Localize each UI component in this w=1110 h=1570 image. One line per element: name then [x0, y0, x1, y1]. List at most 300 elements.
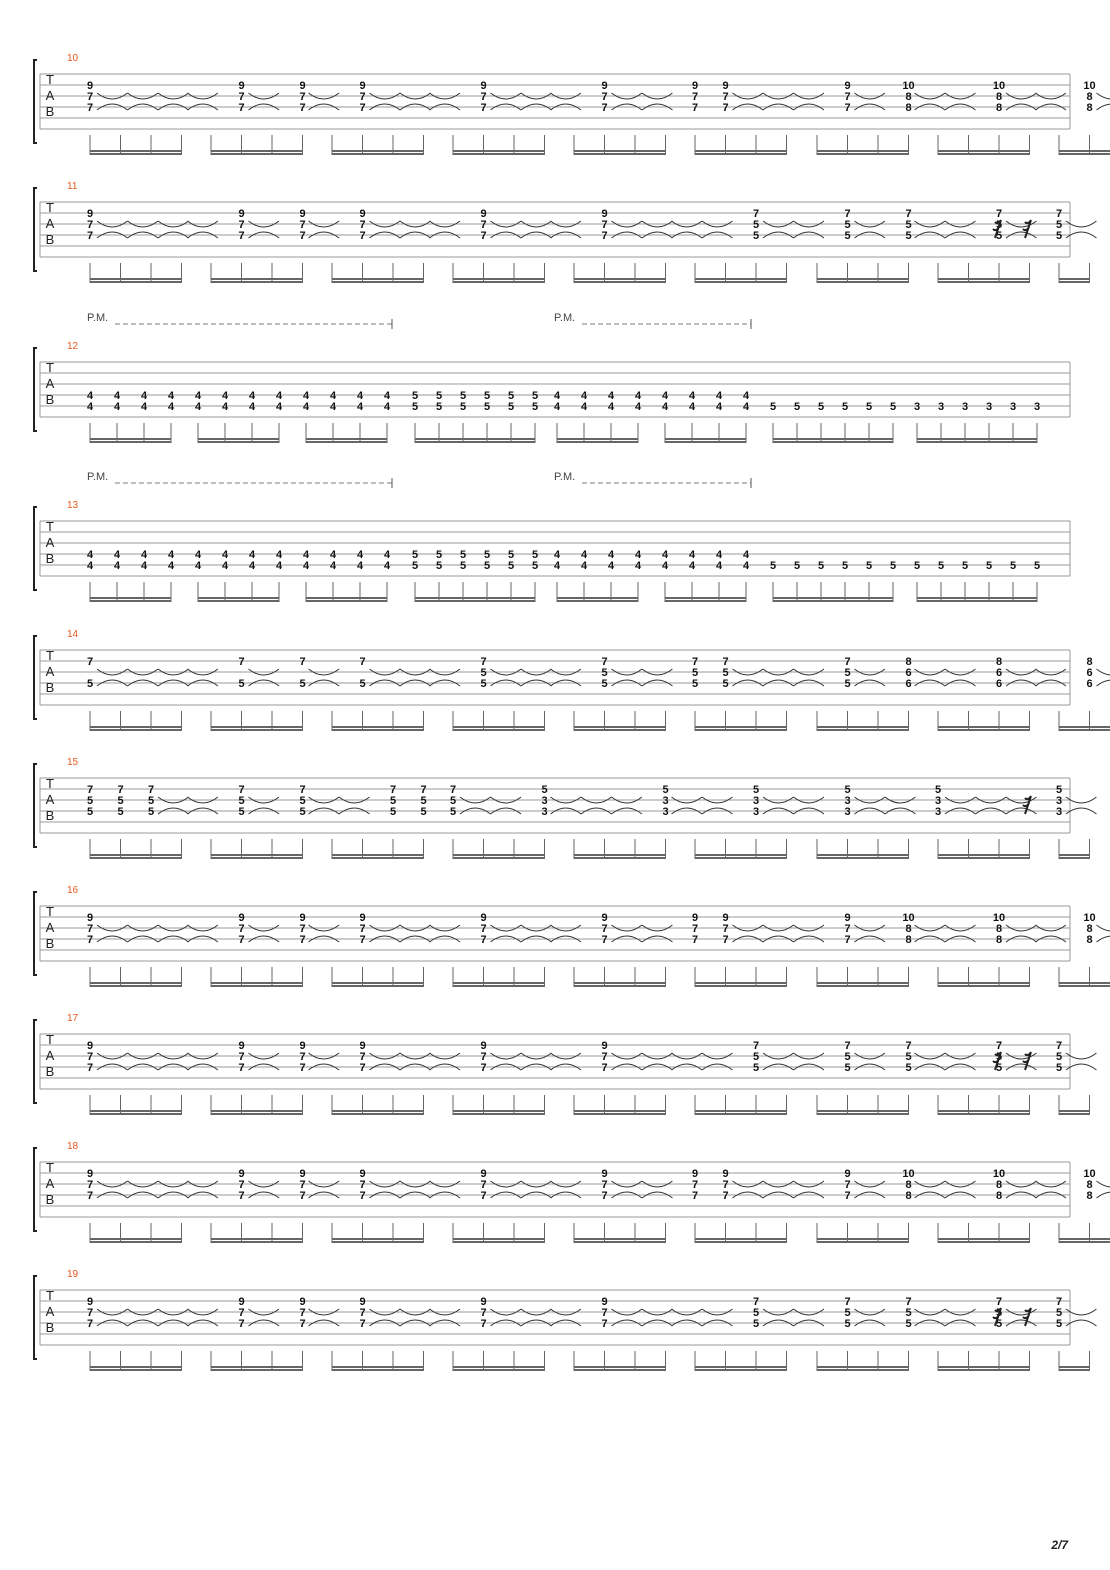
fret-number: 7	[905, 1040, 912, 1052]
fret-number: 9	[86, 1296, 94, 1308]
tab-clef-letter: T	[46, 1160, 54, 1175]
tab-clef-letter: A	[45, 792, 55, 807]
fret-number: 7	[359, 1179, 366, 1191]
fret-number: 4	[194, 549, 202, 561]
tie-arc	[1066, 808, 1097, 814]
tab-clef-letter: T	[46, 72, 54, 87]
tab-clef-letter: B	[45, 808, 55, 823]
fret-number: 5	[449, 806, 457, 818]
fret-number: 8	[1086, 923, 1093, 935]
tab-clef-letter: A	[45, 920, 55, 935]
tab-system-11	[34, 181, 1097, 283]
fret-number: 5	[722, 667, 729, 679]
fret-number: 5	[752, 1307, 760, 1319]
fret-number: 8	[995, 934, 1003, 946]
system-bracket	[34, 1020, 37, 1103]
fret-number: 4	[86, 390, 94, 402]
fret-number: 5	[905, 230, 912, 242]
tab-clef-letter: T	[46, 360, 54, 375]
fret-number: 9	[299, 80, 306, 92]
fret-number: 8	[905, 656, 912, 668]
fret-number: 4	[553, 390, 561, 402]
fret-number: 5	[769, 560, 777, 572]
fret-number: 7	[722, 1190, 729, 1202]
tab-clef-letter: T	[46, 776, 54, 791]
tie-arc	[1097, 925, 1110, 931]
fret-number: 3	[844, 806, 851, 818]
fret-number: 5	[480, 667, 487, 679]
tab-clef-letter: A	[45, 535, 55, 550]
fret-number: 3	[934, 806, 942, 818]
fret-number: 9	[299, 208, 306, 220]
fret-number: 7	[691, 102, 699, 114]
fret-number: 5	[752, 1062, 760, 1074]
fret-number: 5	[1055, 784, 1063, 796]
fret-number: 3	[662, 806, 669, 818]
fret-number: 5	[793, 560, 801, 572]
fret-number: 9	[299, 1040, 306, 1052]
tab-clef-letter: A	[45, 1048, 55, 1063]
fret-number: 3	[985, 401, 993, 413]
fret-number: 8	[905, 102, 912, 114]
fret-number: 7	[359, 102, 366, 114]
fret-number: 5	[483, 560, 491, 572]
fret-number: 7	[86, 1190, 94, 1202]
fret-number: 7	[601, 1051, 608, 1063]
fret-number: 5	[117, 806, 124, 818]
fret-number: 5	[985, 560, 993, 572]
fret-number: 5	[844, 219, 851, 231]
fret-number: 4	[221, 390, 229, 402]
fret-number: 7	[238, 1307, 245, 1319]
fret-number: 4	[275, 560, 283, 572]
fret-number: 9	[299, 1296, 306, 1308]
tie-arc	[1066, 797, 1097, 803]
fret-number: 6	[905, 678, 912, 690]
fret-number: 7	[86, 784, 94, 796]
fret-number: 7	[238, 656, 245, 668]
fret-number: 8	[1086, 102, 1093, 114]
fret-number: 7	[480, 91, 487, 103]
fret-number: 5	[995, 230, 1003, 242]
fret-number: 5	[389, 795, 397, 807]
fret-number: 10	[902, 912, 915, 924]
fret-number: 4	[113, 560, 121, 572]
tab-clef-letter: B	[45, 1320, 55, 1335]
fret-number: 5	[844, 1307, 851, 1319]
tie-arc	[1097, 669, 1110, 675]
fret-number: 7	[359, 219, 366, 231]
fret-number: 10	[992, 80, 1006, 92]
fret-number: 9	[844, 912, 851, 924]
fret-number: 7	[238, 934, 245, 946]
fret-number: 7	[238, 923, 245, 935]
fret-number: 7	[86, 656, 94, 668]
fret-number: 9	[299, 912, 306, 924]
fret-number: 7	[359, 1062, 366, 1074]
fret-number: 5	[905, 219, 912, 231]
fret-number: 4	[302, 390, 310, 402]
fret-number: 4	[140, 560, 148, 572]
bar-number: 12	[67, 341, 79, 352]
fret-number: 9	[238, 80, 245, 92]
fret-number: 5	[483, 549, 491, 561]
fret-number: 4	[553, 549, 561, 561]
fret-number: 7	[601, 934, 608, 946]
fret-number: 5	[483, 401, 491, 413]
fret-number: 7	[449, 784, 457, 796]
fret-number: 4	[688, 401, 696, 413]
fret-number: 5	[752, 1051, 760, 1063]
fret-number: 5	[459, 549, 467, 561]
fret-number: 9	[86, 80, 94, 92]
fret-number: 4	[356, 390, 364, 402]
fret-number: 5	[662, 784, 669, 796]
fret-number: 5	[1055, 230, 1063, 242]
bar-number: 15	[67, 757, 79, 768]
fret-number: 5	[752, 219, 760, 231]
fret-number: 4	[553, 560, 561, 572]
tab-clef-letter: A	[45, 664, 55, 679]
fret-number: 9	[480, 1040, 487, 1052]
fret-number: 7	[752, 1040, 760, 1052]
tab-system-12	[34, 312, 1070, 443]
fret-number: 5	[531, 390, 539, 402]
fret-number: 3	[1055, 806, 1063, 818]
fret-number: 7	[480, 934, 487, 946]
fret-number: 3	[541, 806, 548, 818]
fret-number: 7	[691, 934, 699, 946]
fret-number: 9	[480, 1296, 487, 1308]
bar-number: 17	[67, 1013, 79, 1024]
fret-number: 9	[238, 208, 245, 220]
fret-number: 5	[420, 795, 427, 807]
tab-clef-letter: A	[45, 88, 55, 103]
system-bracket	[34, 892, 37, 975]
fret-number: 5	[1055, 1307, 1063, 1319]
fret-number: 5	[507, 401, 515, 413]
fret-number: 4	[661, 549, 669, 561]
fret-number: 7	[601, 1318, 608, 1330]
fret-number: 7	[359, 656, 366, 668]
fret-number: 7	[995, 208, 1003, 220]
fret-number: 7	[1055, 1040, 1063, 1052]
fret-number: 5	[844, 1062, 851, 1074]
fret-number: 5	[889, 560, 897, 572]
fret-number: 10	[1083, 912, 1096, 924]
fret-number: 4	[356, 549, 364, 561]
fret-number: 5	[934, 784, 942, 796]
tab-system-19	[34, 1269, 1097, 1371]
fret-number: 9	[359, 208, 366, 220]
fret-number: 4	[661, 401, 669, 413]
fret-number: 8	[995, 656, 1003, 668]
fret-number: 5	[435, 390, 443, 402]
fret-number: 7	[86, 934, 94, 946]
fret-number: 4	[140, 390, 148, 402]
fret-number: 9	[359, 1040, 366, 1052]
fret-number: 10	[992, 1168, 1006, 1180]
fret-number: 7	[480, 219, 487, 231]
tab-system-16	[34, 885, 1110, 987]
fret-number: 5	[937, 560, 945, 572]
fret-number: 7	[299, 1307, 306, 1319]
fret-number: 3	[1055, 795, 1063, 807]
fret-number: 5	[1009, 560, 1017, 572]
fret-number: 5	[1055, 1318, 1063, 1330]
fret-number: 7	[480, 1179, 487, 1191]
fret-number: 5	[844, 678, 851, 690]
fret-number: 5	[531, 549, 539, 561]
fret-number: 10	[992, 912, 1006, 924]
fret-number: 5	[905, 1318, 912, 1330]
fret-number: 5	[147, 806, 155, 818]
system-bracket	[34, 188, 37, 271]
fret-number: 4	[580, 401, 588, 413]
fret-number: 9	[601, 1168, 608, 1180]
fret-number: 7	[238, 219, 245, 231]
fret-number: 6	[995, 667, 1003, 679]
fret-number: 4	[275, 390, 283, 402]
fret-number: 7	[420, 784, 427, 796]
fret-number: 7	[691, 1179, 699, 1191]
fret-number: 7	[691, 923, 699, 935]
fret-number: 7	[844, 1190, 851, 1202]
fret-number: 4	[86, 560, 94, 572]
fret-number: 8	[1086, 1179, 1093, 1191]
tab-clef-letter: T	[46, 1032, 54, 1047]
fret-number: 7	[844, 102, 851, 114]
fret-number: 9	[722, 80, 729, 92]
fret-number: 7	[844, 1296, 851, 1308]
fret-number: 5	[995, 219, 1003, 231]
system-bracket	[34, 764, 37, 847]
fret-number: 7	[117, 784, 124, 796]
fret-number: 5	[299, 795, 306, 807]
fret-number: 8	[905, 91, 912, 103]
fret-number: 7	[691, 656, 699, 668]
fret-number: 7	[601, 1062, 608, 1074]
fret-number: 7	[238, 1190, 245, 1202]
fret-number: 5	[905, 1307, 912, 1319]
fret-number: 5	[411, 549, 419, 561]
fret-number: 4	[634, 560, 642, 572]
fret-number: 4	[302, 401, 310, 413]
fret-number: 9	[480, 80, 487, 92]
fret-number: 5	[507, 549, 515, 561]
fret-number: 4	[580, 560, 588, 572]
fret-number: 5	[86, 795, 94, 807]
fret-number: 9	[299, 1168, 306, 1180]
fret-number: 4	[383, 560, 391, 572]
fret-number: 7	[722, 934, 729, 946]
tab-clef-letter: T	[46, 648, 54, 663]
fret-number: 8	[905, 923, 912, 935]
fret-number: 5	[411, 390, 419, 402]
tab-clef-letter: T	[46, 904, 54, 919]
palm-mute-label: P.M.	[554, 471, 576, 483]
fret-number: 5	[1055, 1051, 1063, 1063]
system-bracket	[34, 507, 37, 590]
fret-number: 4	[356, 560, 364, 572]
fret-number: 5	[238, 678, 245, 690]
fret-number: 4	[553, 401, 561, 413]
fret-number: 5	[961, 560, 969, 572]
fret-number: 5	[752, 784, 760, 796]
fret-number: 4	[688, 390, 696, 402]
fret-number: 5	[238, 795, 245, 807]
fret-number: 7	[601, 91, 608, 103]
fret-number: 7	[147, 784, 155, 796]
fret-number: 4	[634, 390, 642, 402]
tie-arc	[1097, 1181, 1110, 1187]
bar-number: 19	[67, 1269, 79, 1280]
fret-number: 4	[113, 401, 121, 413]
fret-number: 4	[383, 549, 391, 561]
fret-number: 8	[995, 102, 1003, 114]
fret-number: 7	[238, 1318, 245, 1330]
fret-number: 7	[299, 923, 306, 935]
fret-number: 5	[844, 1051, 851, 1063]
fret-number: 7	[844, 934, 851, 946]
fret-number: 7	[86, 923, 94, 935]
fret-number: 7	[299, 91, 306, 103]
fret-number: 10	[1083, 80, 1096, 92]
fret-number: 5	[844, 1318, 851, 1330]
tie-arc	[1066, 1064, 1097, 1070]
fret-number: 4	[742, 560, 750, 572]
fret-number: 5	[459, 390, 467, 402]
fret-number: 9	[359, 80, 366, 92]
fret-number: 4	[194, 560, 202, 572]
tab-system-13	[34, 471, 1070, 602]
fret-number: 5	[541, 784, 548, 796]
fret-number: 10	[902, 80, 915, 92]
fret-number: 9	[691, 80, 699, 92]
fret-number: 9	[238, 912, 245, 924]
fret-number: 7	[359, 91, 366, 103]
fret-number: 7	[359, 923, 366, 935]
fret-number: 6	[905, 667, 912, 679]
tie-arc	[1097, 936, 1110, 942]
fret-number: 4	[742, 549, 750, 561]
fret-number: 3	[1033, 401, 1041, 413]
fret-number: 5	[359, 678, 366, 690]
fret-number: 7	[86, 230, 94, 242]
fret-number: 5	[459, 401, 467, 413]
fret-number: 5	[147, 795, 155, 807]
fret-number: 3	[913, 401, 921, 413]
fret-number: 4	[688, 549, 696, 561]
fret-number: 4	[248, 390, 256, 402]
fret-number: 9	[238, 1168, 245, 1180]
fret-number: 5	[995, 1062, 1003, 1074]
fret-number: 5	[691, 667, 699, 679]
fret-number: 5	[995, 1307, 1003, 1319]
fret-number: 5	[435, 401, 443, 413]
fret-number: 10	[902, 1168, 915, 1180]
fret-number: 5	[507, 390, 515, 402]
tab-clef-letter: B	[45, 551, 55, 566]
fret-number: 7	[722, 102, 729, 114]
fret-number: 4	[140, 549, 148, 561]
fret-number: 5	[793, 401, 801, 413]
fret-number: 9	[601, 80, 608, 92]
fret-number: 5	[841, 560, 849, 572]
fret-number: 9	[691, 1168, 699, 1180]
fret-number: 6	[995, 678, 1003, 690]
fret-number: 7	[480, 230, 487, 242]
fret-number: 8	[905, 1179, 912, 1191]
palm-mute-label: P.M.	[554, 312, 576, 324]
fret-number: 4	[194, 390, 202, 402]
tab-clef-letter: T	[46, 1288, 54, 1303]
fret-number: 4	[275, 549, 283, 561]
fret-number: 4	[742, 401, 750, 413]
fret-number: 4	[715, 390, 723, 402]
fret-number: 7	[299, 784, 306, 796]
fret-number: 7	[722, 923, 729, 935]
fret-number: 4	[86, 401, 94, 413]
fret-number: 5	[86, 678, 94, 690]
fret-number: 7	[86, 102, 94, 114]
fret-number: 8	[995, 923, 1003, 935]
fret-number: 7	[480, 1051, 487, 1063]
tie-arc	[1097, 93, 1110, 99]
tie-arc	[1066, 1309, 1097, 1315]
fret-number: 7	[601, 1307, 608, 1319]
fret-number: 4	[248, 401, 256, 413]
fret-number: 4	[715, 560, 723, 572]
fret-number: 4	[634, 549, 642, 561]
fret-number: 9	[480, 208, 487, 220]
fret-number: 7	[389, 784, 397, 796]
tab-system-15	[34, 757, 1097, 859]
fret-number: 5	[459, 560, 467, 572]
palm-mute-label: P.M.	[87, 312, 109, 324]
fret-number: 8	[1086, 1190, 1093, 1202]
fret-number: 7	[238, 102, 245, 114]
tab-system-14	[34, 629, 1110, 731]
fret-number: 5	[1055, 219, 1063, 231]
tab-clef-letter: B	[45, 232, 55, 247]
tie-arc	[1066, 232, 1097, 238]
fret-number: 6	[1086, 678, 1093, 690]
fret-number: 5	[1033, 560, 1041, 572]
fret-number: 7	[299, 1051, 306, 1063]
fret-number: 9	[844, 1168, 851, 1180]
fret-number: 5	[411, 560, 419, 572]
fret-number: 8	[1086, 656, 1093, 668]
fret-number: 4	[167, 549, 175, 561]
tab-system-10	[34, 53, 1110, 155]
tab-clef-letter: B	[45, 1192, 55, 1207]
fret-number: 3	[934, 795, 942, 807]
fret-number: 8	[905, 1190, 912, 1202]
fret-number: 7	[995, 1296, 1003, 1308]
fret-number: 7	[601, 102, 608, 114]
fret-number: 7	[299, 1318, 306, 1330]
fret-number: 4	[248, 549, 256, 561]
fret-number: 5	[844, 230, 851, 242]
fret-number: 5	[299, 806, 306, 818]
fret-number: 5	[420, 806, 427, 818]
fret-number: 4	[329, 560, 337, 572]
fret-number: 5	[844, 667, 851, 679]
fret-number: 4	[248, 560, 256, 572]
fret-number: 7	[480, 1307, 487, 1319]
fret-number: 4	[221, 549, 229, 561]
